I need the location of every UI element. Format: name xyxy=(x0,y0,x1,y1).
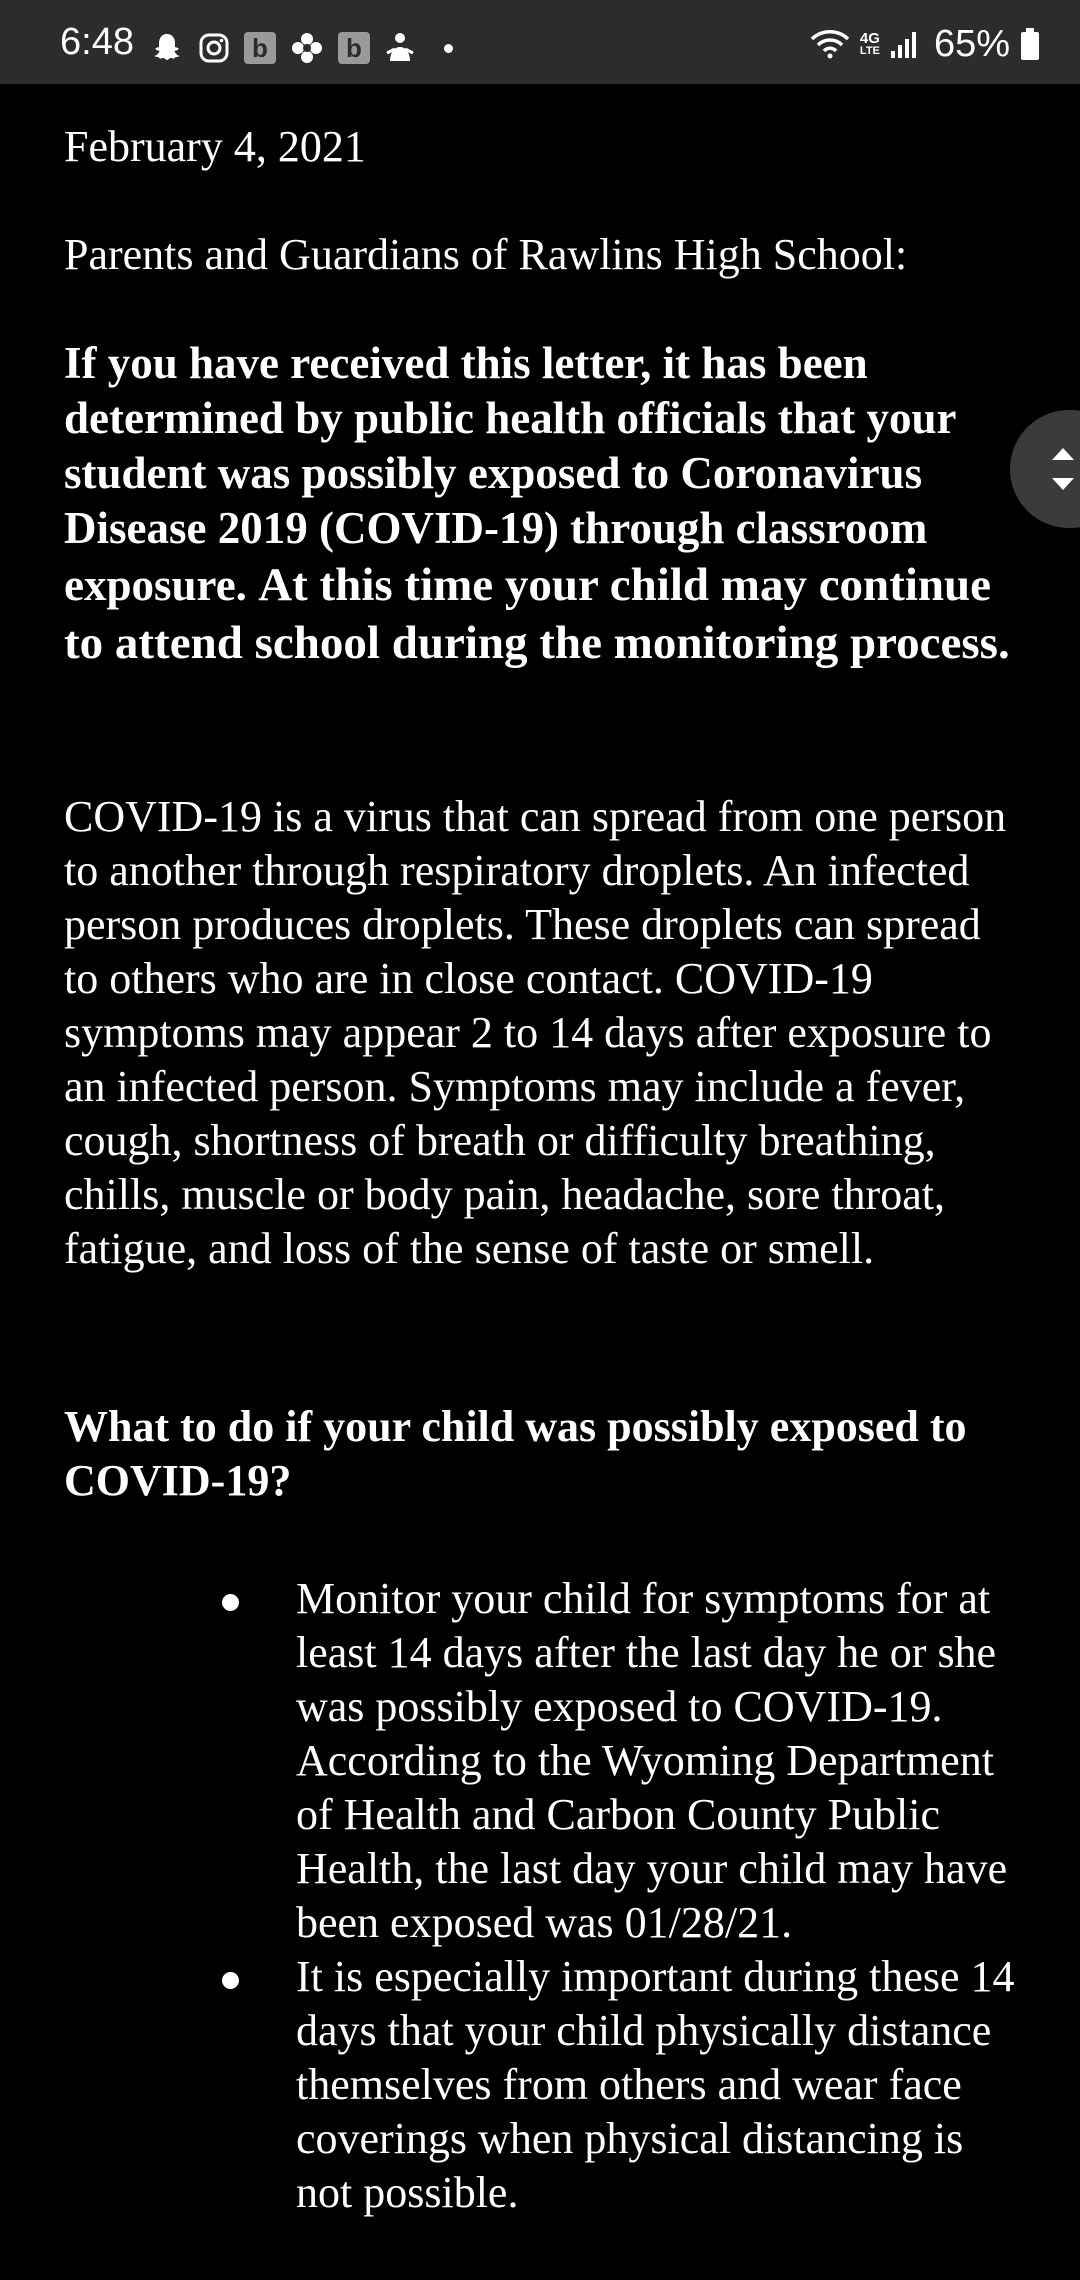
instagram-icon xyxy=(198,32,230,64)
b-app-icon: b xyxy=(244,32,276,64)
snapchat-icon xyxy=(150,31,184,65)
network-type xyxy=(859,29,880,57)
section-heading: What to do if your child was possibly exposed to COVID-19? xyxy=(64,1402,967,1505)
status-time: 6:48 xyxy=(60,21,134,63)
system-indicators xyxy=(810,24,1040,64)
wifi-icon xyxy=(810,27,850,61)
battery-icon xyxy=(1020,27,1040,61)
notification-icons xyxy=(150,28,453,68)
list-item-text: Monitor your child for symptoms for at least 14 days after the last day he or she was possibly exposed to COVID-19. According to the Wyoming Department of Health and Carbon County Public Health, the last day your child may have been exposed was 01/28/21. xyxy=(296,1574,1008,1947)
pinwheel-app-icon xyxy=(290,31,324,65)
more-dot-icon xyxy=(444,44,453,53)
exposure-notice-part1: If you have received this letter, it has been determined by public health officials that your student was possibly exposed to Coronavirus Disease 2019 (COVID-19) through classroom exposure. xyxy=(64,338,956,610)
letter-date: February 4, 2021 xyxy=(64,122,366,171)
covid-info-paragraph: COVID-19 is a virus that can spread from one person to another through respiratory droplets. An infected person produces droplets. These droplets can spread to others who are in close contact. COVID-19 symptoms may appear 2 to 14 days after exposure to an infected person. Symptoms may include a fever, cough, shortness of breath or difficulty breathing, chills, muscle or body pain, headache, sore throat, fatigue, and loss of the sense of taste or smell. xyxy=(64,792,1007,1273)
letter-document xyxy=(0,84,1080,2280)
battery-percent: 65% xyxy=(933,23,1010,65)
exposure-notice xyxy=(64,336,1024,672)
network-4g-label: 4G xyxy=(859,29,880,47)
scroll-up-down-icon xyxy=(1048,442,1078,496)
list-item xyxy=(0,1572,1020,1950)
network-lte-label: LTE xyxy=(859,44,880,57)
bullet-icon xyxy=(222,1594,239,1611)
guidance-list xyxy=(0,1572,1080,2220)
character-app-icon xyxy=(384,31,416,65)
list-item xyxy=(0,1950,1020,2220)
list-item-text: It is especially important during these 14 days that your child physically distance themselves from others and wear face coverings when physical distancing is not possible. xyxy=(296,1952,1015,2217)
status-bar xyxy=(0,0,1080,84)
bullet-icon xyxy=(222,1972,239,1989)
b-app-icon: b xyxy=(338,32,370,64)
exposure-notice-part2: At this time your child may continue to attend school during the monitoring process. xyxy=(64,559,1010,669)
letter-salutation: Parents and Guardians of Rawlins High School: xyxy=(64,230,908,279)
signal-icon xyxy=(890,29,920,59)
